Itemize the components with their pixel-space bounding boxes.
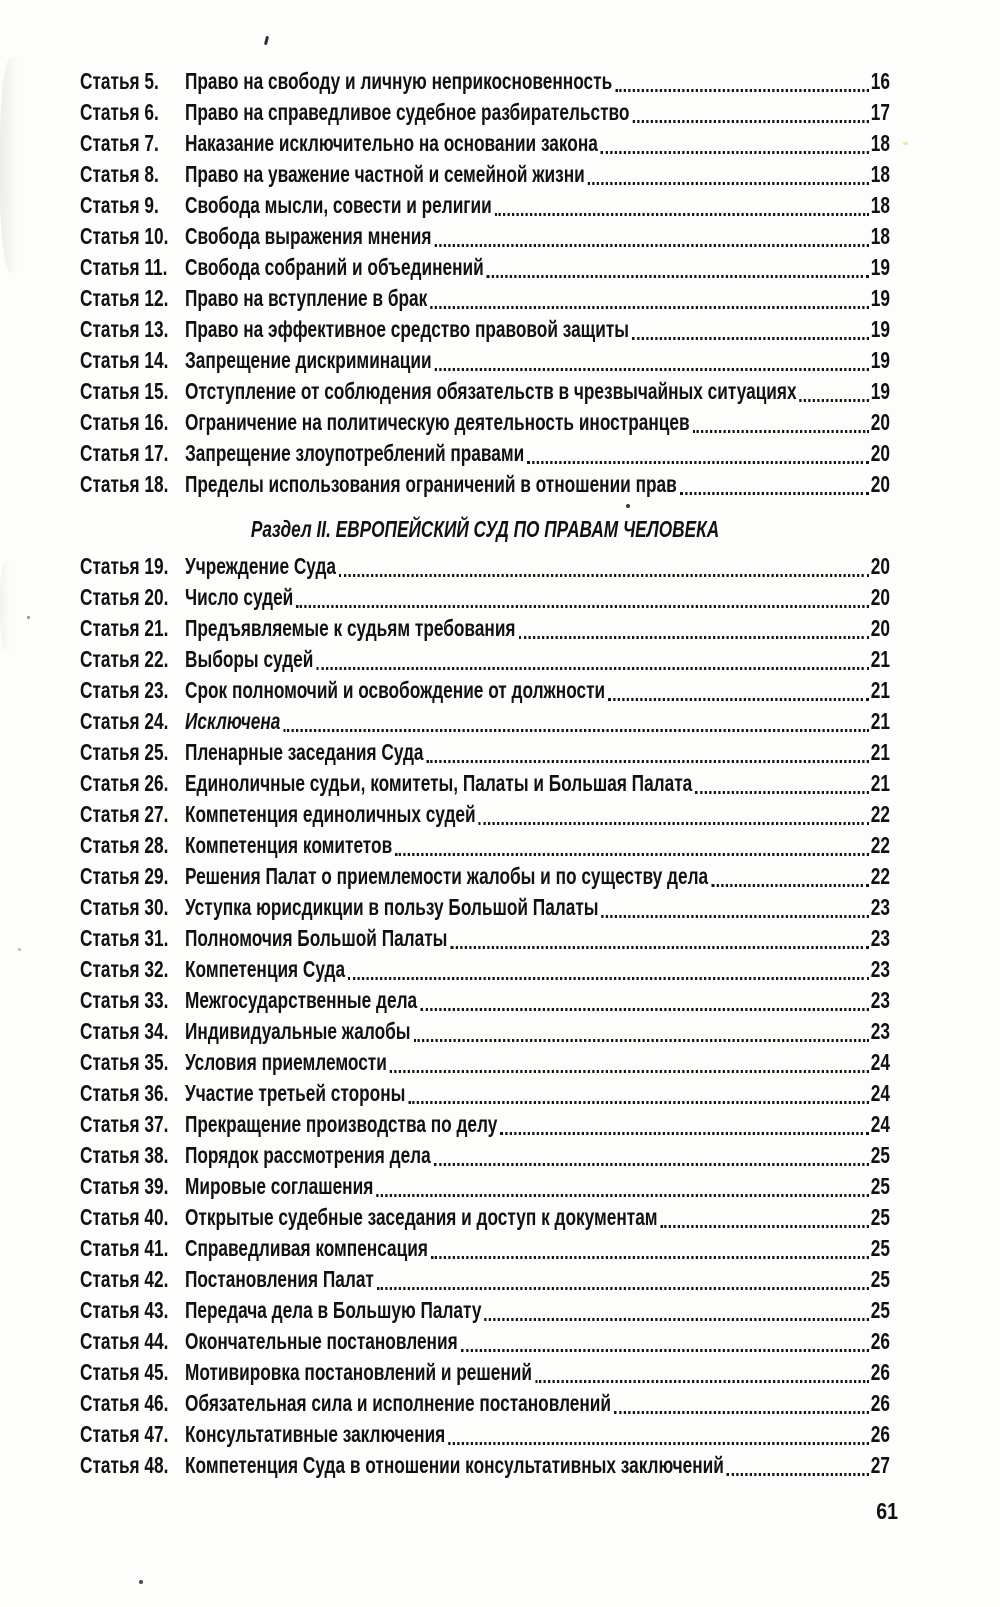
dot-leader bbox=[602, 892, 870, 923]
dot-leader bbox=[461, 1326, 870, 1357]
toc-entry bbox=[80, 923, 890, 954]
toc-entry-label: Статья 25. bbox=[80, 739, 169, 765]
toc-entry-label: Статья 20. bbox=[80, 584, 169, 610]
toc-entry-title: Право на вступление в брак bbox=[185, 285, 428, 311]
toc-entry-page: 23 bbox=[870, 1018, 890, 1044]
toc-entry-label: Статья 19. bbox=[80, 553, 169, 579]
toc-entry bbox=[80, 469, 890, 500]
toc-entry bbox=[80, 799, 890, 830]
toc-entry bbox=[80, 1388, 890, 1419]
scan-artifact bbox=[0, 560, 14, 650]
toc-entry-label: Статья 15. bbox=[80, 378, 169, 404]
toc-entry-label: Статья 36. bbox=[80, 1080, 169, 1106]
dot-leader bbox=[377, 1264, 869, 1295]
toc-entry-label: Статья 44. bbox=[80, 1328, 169, 1354]
toc-entry-label: Статья 39. bbox=[80, 1173, 169, 1199]
dot-leader bbox=[430, 283, 869, 314]
toc-entry-label: Статья 46. bbox=[80, 1390, 169, 1416]
toc-entry-title: Свобода мысли, совести и религии bbox=[185, 192, 492, 218]
toc-entry-page: 23 bbox=[870, 925, 890, 951]
toc-entry-page: 22 bbox=[870, 832, 890, 858]
dot-leader bbox=[339, 551, 869, 582]
toc-entry-label: Статья 48. bbox=[80, 1452, 169, 1478]
dot-leader bbox=[495, 190, 870, 221]
toc-entry bbox=[80, 706, 890, 737]
toc-entry-page: 26 bbox=[870, 1359, 890, 1385]
toc-entry bbox=[80, 1357, 890, 1388]
toc-entry-page: 18 bbox=[870, 192, 890, 218]
toc-entry bbox=[80, 675, 890, 706]
dot-leader bbox=[680, 469, 870, 500]
dot-leader bbox=[390, 1047, 869, 1078]
toc-entry-title: Межгосударственные дела bbox=[185, 987, 418, 1013]
toc-entry-page: 21 bbox=[870, 677, 890, 703]
toc-entry-title: Число судей bbox=[185, 584, 294, 610]
toc-entry-page: 25 bbox=[870, 1266, 890, 1292]
dot-leader bbox=[661, 1202, 870, 1233]
toc-entry-title: Решения Палат о приемлемости жалобы и по существу дела bbox=[185, 863, 709, 889]
toc-entry-page: 21 bbox=[870, 739, 890, 765]
toc-entry-label: Статья 27. bbox=[80, 801, 169, 827]
toc-entry bbox=[80, 345, 890, 376]
toc-entry-label: Статья 32. bbox=[80, 956, 169, 982]
page-number: 61 bbox=[876, 1498, 898, 1524]
toc-entry-page: 25 bbox=[870, 1142, 890, 1168]
toc-entry bbox=[80, 128, 890, 159]
toc-entry-page: 23 bbox=[870, 894, 890, 920]
toc-entry-label: Статья 8. bbox=[80, 161, 159, 187]
dot-leader bbox=[485, 1295, 870, 1326]
toc-entry-page: 20 bbox=[870, 615, 890, 641]
toc-entry-title: Срок полномочий и освобождение от должности bbox=[185, 677, 606, 703]
dot-leader bbox=[632, 314, 869, 345]
toc-entry-label: Статья 5. bbox=[80, 68, 159, 94]
toc-entry bbox=[80, 582, 890, 613]
toc-entry-title: Обязательная сила и исполнение постановлений bbox=[185, 1390, 612, 1416]
toc-entry bbox=[80, 252, 890, 283]
toc-entry-page: 23 bbox=[870, 956, 890, 982]
toc-entry bbox=[80, 66, 890, 97]
toc-entry-title: Прекращение производства по делу bbox=[185, 1111, 498, 1137]
toc-entry-label: Статья 29. bbox=[80, 863, 169, 889]
toc-entry-page: 23 bbox=[870, 987, 890, 1013]
toc-entry-title: Право на справедливое судебное разбирательство bbox=[185, 99, 630, 125]
toc-entry-title: Полномочия Большой Палаты bbox=[185, 925, 448, 951]
dot-leader bbox=[479, 799, 870, 830]
toc-entry bbox=[80, 1171, 890, 1202]
toc-entry bbox=[80, 221, 890, 252]
scan-artifact bbox=[139, 1580, 143, 1584]
toc-entry-page: 25 bbox=[870, 1297, 890, 1323]
dot-leader bbox=[695, 768, 869, 799]
toc-entry-title: Предъявляемые к судьям требования bbox=[185, 615, 516, 641]
toc-entry-page: 20 bbox=[870, 471, 890, 497]
toc-entry bbox=[80, 438, 890, 469]
toc-entry bbox=[80, 314, 890, 345]
dot-leader bbox=[427, 737, 870, 768]
toc-entry-page: 18 bbox=[870, 130, 890, 156]
toc-entry-title: Консультативные заключения bbox=[185, 1421, 446, 1447]
toc-entry-title: Уступка юрисдикции в пользу Большой Палаты bbox=[185, 894, 599, 920]
toc-entry-title: Наказание исключительно на основании закона bbox=[185, 130, 598, 156]
toc-entry bbox=[80, 1140, 890, 1171]
toc-entry-title: Условия приемлемости bbox=[185, 1049, 387, 1075]
scan-artifact bbox=[18, 948, 21, 951]
toc-entry-title: Компетенция Суда в отношении консультативных заключений bbox=[185, 1452, 724, 1478]
toc-entry-title: Участие третьей стороны bbox=[185, 1080, 406, 1106]
toc-entry-title: Пленарные заседания Суда bbox=[185, 739, 424, 765]
toc-entry-title: Мотивировка постановлений и решений bbox=[185, 1359, 533, 1385]
toc-entry-title: Право на свободу и личную неприкосновенность bbox=[185, 68, 613, 94]
toc-entry-label: Статья 42. bbox=[80, 1266, 169, 1292]
toc-entry-title: Право на уважение частной и семейной жизни bbox=[185, 161, 585, 187]
section-heading: Раздел II. ЕВРОПЕЙСКИЙ СУД ПО ПРАВАМ ЧЕЛОВЕКА bbox=[250, 516, 720, 542]
dot-leader bbox=[316, 644, 869, 675]
toc-entry-label: Статья 37. bbox=[80, 1111, 169, 1137]
toc-entry-label: Статья 43. bbox=[80, 1297, 169, 1323]
toc-entry-label: Статья 10. bbox=[80, 223, 169, 249]
toc-entry-title: Открытые судебные заседания и доступ к документам bbox=[185, 1204, 658, 1230]
toc-entry bbox=[80, 1078, 890, 1109]
toc-entry-title: Право на эффективное средство правовой защиты bbox=[185, 316, 630, 342]
toc-entry bbox=[80, 97, 890, 128]
toc-entry-label: Статья 11. bbox=[80, 254, 168, 280]
toc-entry-title: Запрещение дискриминации bbox=[185, 347, 432, 373]
toc-entry-label: Статья 28. bbox=[80, 832, 169, 858]
toc-entry-page: 19 bbox=[870, 285, 890, 311]
dot-leader bbox=[408, 1078, 869, 1109]
toc-entry-page: 27 bbox=[870, 1452, 890, 1478]
toc-entry bbox=[80, 1202, 890, 1233]
dot-leader bbox=[500, 1109, 869, 1140]
toc-entry-title: Запрещение злоупотреблений правами bbox=[185, 440, 525, 466]
toc-entry bbox=[80, 768, 890, 799]
toc-entry-label: Статья 13. bbox=[80, 316, 169, 342]
toc-entry-page: 24 bbox=[870, 1080, 890, 1106]
dot-leader bbox=[450, 923, 869, 954]
toc-entry bbox=[80, 985, 890, 1016]
toc-entry bbox=[80, 159, 890, 190]
scan-artifact bbox=[27, 616, 30, 619]
toc-entry-title: Выборы судей bbox=[185, 646, 314, 672]
toc-entry bbox=[80, 861, 890, 892]
toc-entry bbox=[80, 1264, 890, 1295]
toc-entry-page: 25 bbox=[870, 1173, 890, 1199]
toc-entry-label: Статья 38. bbox=[80, 1142, 169, 1168]
toc-entry-page: 26 bbox=[870, 1390, 890, 1416]
toc-entry-title: Компетенция единоличных судей bbox=[185, 801, 476, 827]
dot-leader bbox=[431, 1233, 869, 1264]
toc-entry-page: 25 bbox=[870, 1235, 890, 1261]
toc-entry-page: 16 bbox=[870, 68, 890, 94]
toc-entry-title: Свобода собраний и объединений bbox=[185, 254, 484, 280]
dot-leader bbox=[632, 97, 869, 128]
toc-entry-label: Статья 7. bbox=[80, 130, 159, 156]
toc-entry-page: 18 bbox=[870, 223, 890, 249]
toc-entry-page: 22 bbox=[870, 863, 890, 889]
toc-entry-label: Статья 47. bbox=[80, 1421, 169, 1447]
dot-leader bbox=[608, 675, 869, 706]
toc-entry bbox=[80, 283, 890, 314]
toc-entry-page: 19 bbox=[870, 378, 890, 404]
dot-leader bbox=[296, 582, 869, 613]
toc-entry-label: Статья 34. bbox=[80, 1018, 169, 1044]
dot-leader bbox=[527, 438, 869, 469]
toc-entry-label: Статья 40. bbox=[80, 1204, 169, 1230]
dot-leader bbox=[420, 985, 869, 1016]
toc-entry-title: Передача дела в Большую Палату bbox=[185, 1297, 482, 1323]
scan-artifact bbox=[0, 58, 26, 273]
dot-leader bbox=[535, 1357, 869, 1388]
toc-section-1 bbox=[80, 66, 890, 500]
dot-leader bbox=[601, 128, 869, 159]
toc-entry-label: Статья 33. bbox=[80, 987, 169, 1013]
scan-artifact bbox=[264, 36, 269, 45]
toc-entry-page: 26 bbox=[870, 1328, 890, 1354]
toc-entry bbox=[80, 1233, 890, 1264]
toc-entry-title: Компетенция комитетов bbox=[185, 832, 393, 858]
toc-entry-label: Статья 12. bbox=[80, 285, 169, 311]
toc-entry-label: Статья 22. bbox=[80, 646, 169, 672]
toc-entry-page: 24 bbox=[870, 1111, 890, 1137]
toc-entry-page: 21 bbox=[870, 708, 890, 734]
toc-entry bbox=[80, 737, 890, 768]
dot-leader bbox=[800, 376, 870, 407]
toc-entry bbox=[80, 644, 890, 675]
dot-leader bbox=[727, 1450, 869, 1481]
toc-entry-label: Статья 6. bbox=[80, 99, 159, 125]
toc-entry-title: Порядок рассмотрения дела bbox=[185, 1142, 431, 1168]
dot-leader bbox=[487, 252, 870, 283]
dot-leader bbox=[348, 954, 869, 985]
toc-entry bbox=[80, 376, 890, 407]
toc-entry-label: Статья 9. bbox=[80, 192, 159, 218]
dot-leader bbox=[615, 66, 869, 97]
toc-entry bbox=[80, 190, 890, 221]
toc-entry-page: 20 bbox=[870, 409, 890, 435]
toc-entry bbox=[80, 1109, 890, 1140]
table-of-contents bbox=[80, 66, 890, 1481]
toc-entry-page: 20 bbox=[870, 584, 890, 610]
toc-entry bbox=[80, 1295, 890, 1326]
toc-entry bbox=[80, 551, 890, 582]
toc-entry bbox=[80, 830, 890, 861]
toc-entry-title: Окончательные постановления bbox=[185, 1328, 458, 1354]
dot-leader bbox=[395, 830, 869, 861]
toc-entry bbox=[80, 613, 890, 644]
dot-leader bbox=[711, 861, 869, 892]
toc-entry-title: Справедливая компенсация bbox=[185, 1235, 428, 1261]
toc-entry-label: Статья 30. bbox=[80, 894, 169, 920]
toc-entry-title: Единоличные судьи, комитеты, Палаты и Большая Палата bbox=[185, 770, 693, 796]
scan-artifact bbox=[903, 142, 908, 145]
toc-section-2 bbox=[80, 551, 890, 1481]
dot-leader bbox=[693, 407, 870, 438]
toc-entry-label: Статья 23. bbox=[80, 677, 169, 703]
toc-entry bbox=[80, 954, 890, 985]
toc-entry-title: Ограничение на политическую деятельность иностранцев bbox=[185, 409, 690, 435]
toc-entry-label: Статья 24. bbox=[80, 708, 169, 734]
toc-entry-title: Постановления Палат bbox=[185, 1266, 374, 1292]
toc-entry bbox=[80, 1016, 890, 1047]
toc-entry-page: 22 bbox=[870, 801, 890, 827]
toc-entry-page: 19 bbox=[870, 316, 890, 342]
toc-entry-title: Свобода выражения мнения bbox=[185, 223, 432, 249]
toc-entry-page: 24 bbox=[870, 1049, 890, 1075]
toc-entry-label: Статья 35. bbox=[80, 1049, 169, 1075]
toc-entry-title: Отступление от соблюдения обязательств в чрезвычайных ситуациях bbox=[185, 378, 797, 404]
toc-entry-title: Учреждение Суда bbox=[185, 553, 337, 579]
toc-entry-label: Статья 31. bbox=[80, 925, 169, 951]
dot-leader bbox=[376, 1171, 869, 1202]
toc-entry-label: Статья 17. bbox=[80, 440, 169, 466]
toc-entry bbox=[80, 1047, 890, 1078]
toc-entry-label: Статья 45. bbox=[80, 1359, 169, 1385]
toc-entry-label: Статья 41. bbox=[80, 1235, 169, 1261]
dot-leader bbox=[614, 1388, 869, 1419]
toc-entry-page: 26 bbox=[870, 1421, 890, 1447]
toc-entry-title: Мировые соглашения bbox=[185, 1173, 374, 1199]
toc-entry bbox=[80, 892, 890, 923]
toc-entry-page: 20 bbox=[870, 553, 890, 579]
toc-entry-page: 17 bbox=[870, 99, 890, 125]
toc-entry bbox=[80, 1450, 890, 1481]
toc-entry-page: 21 bbox=[870, 770, 890, 796]
toc-entry bbox=[80, 407, 890, 438]
toc-entry-title: Компетенция Суда bbox=[185, 956, 346, 982]
toc-entry-title: Индивидуальные жалобы bbox=[185, 1018, 411, 1044]
toc-entry-label: Статья 21. bbox=[80, 615, 169, 641]
toc-entry-title: Исключена bbox=[185, 708, 281, 734]
toc-entry-page: 25 bbox=[870, 1204, 890, 1230]
toc-entry-page: 18 bbox=[870, 161, 890, 187]
toc-entry-label: Статья 18. bbox=[80, 471, 169, 497]
toc-entry-page: 19 bbox=[870, 347, 890, 373]
toc-entry-page: 19 bbox=[870, 254, 890, 280]
toc-entry-label: Статья 26. bbox=[80, 770, 169, 796]
toc-entry bbox=[80, 1326, 890, 1357]
dot-leader bbox=[435, 345, 870, 376]
dot-leader bbox=[588, 159, 870, 190]
toc-entry-label: Статья 16. bbox=[80, 409, 169, 435]
toc-entry-page: 21 bbox=[870, 646, 890, 672]
toc-entry bbox=[80, 1419, 890, 1450]
toc-entry-title: Пределы использования ограничений в отношении прав bbox=[185, 471, 677, 497]
dot-leader bbox=[448, 1419, 869, 1450]
toc-entry-page: 20 bbox=[870, 440, 890, 466]
dot-leader bbox=[283, 706, 869, 737]
dot-leader bbox=[519, 613, 870, 644]
dot-leader bbox=[434, 1140, 870, 1171]
toc-entry-label: Статья 14. bbox=[80, 347, 169, 373]
dot-leader bbox=[434, 221, 869, 252]
dot-leader bbox=[413, 1016, 869, 1047]
